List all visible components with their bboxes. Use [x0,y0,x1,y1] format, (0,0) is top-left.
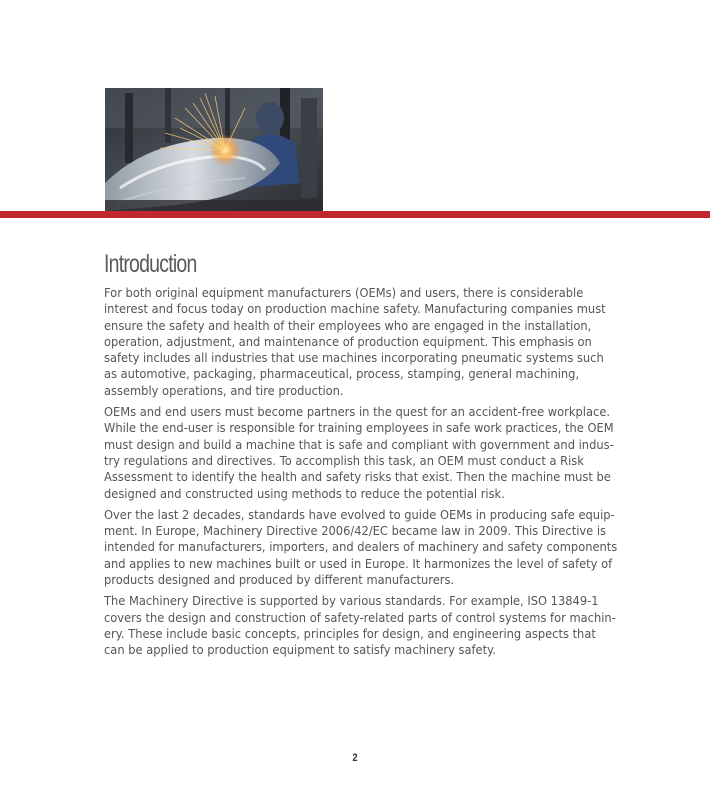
text-line: ment. In Europe, Machinery Directive 2006/42/EC became law in 2009. This Directive is [104,524,607,539]
red-divider-band [0,211,710,218]
text-line: and applies to new machines built or used in Europe. It harmonizes the level of safety of [104,556,613,571]
text-line: Assessment to identify the health and safety risks that exist. Then the machine must be [104,470,611,485]
text-line: designed and constructed using methods to reduce the potential risk. [104,486,505,501]
text-line: operation, adjustment, and maintenance of production equipment. This emphasis on [104,334,592,349]
factory-photo-illustration [105,88,323,211]
page-title: Introduction [104,250,197,278]
paragraph-2 [104,404,614,502]
text-line: ensure the safety and health of their employees who are engaged in the installation, [104,318,592,333]
body-text [104,285,618,664]
factory-grinding-sparks-photo [105,88,323,211]
text-line: The Machinery Directive is supported by various standards. For example, ISO 13849-1 [104,594,599,609]
text-line: While the end-user is responsible for training employees in safe work practices, the OEM [104,421,614,436]
paragraph-3 [104,507,618,588]
text-line: covers the design and construction of safety-related parts of control systems for machin- [104,610,616,625]
text-line: intended for manufacturers, importers, and dealers of machinery and safety components [104,540,618,555]
text-line: OEMs and end users must become partners in the quest for an accident-free workplace. [104,405,611,420]
text-line: as automotive, packaging, pharmaceutical, process, stamping, general machining, [104,367,580,382]
text-line: safety includes all industries that use machines incorporating pneumatic systems such [104,351,604,366]
paragraph-4 [104,593,614,658]
text-line: interest and focus today on production machine safety. Manufacturing companies must [104,302,606,317]
text-line: For both original equipment manufacturers (OEMs) and users, there is considerable [104,286,584,300]
text-line: try regulations and directives. To accomplish this task, an OEM must conduct a Risk [104,453,584,468]
page-number: 2 [352,752,358,764]
text-line: assembly operations, and tire production. [104,383,344,398]
text-line: products designed and produced by different manufacturers. [104,573,455,588]
paragraph-1 [104,285,614,399]
text-line: Over the last 2 decades, standards have evolved to guide OEMs in producing safe equip- [104,507,615,522]
text-line: must design and build a machine that is safe and compliant with government and indus- [104,437,614,452]
text-line: ery. These include basic concepts, principles for design, and engineering aspects that [104,626,596,641]
text-line: can be applied to production equipment to satisfy machinery safety. [104,643,496,658]
